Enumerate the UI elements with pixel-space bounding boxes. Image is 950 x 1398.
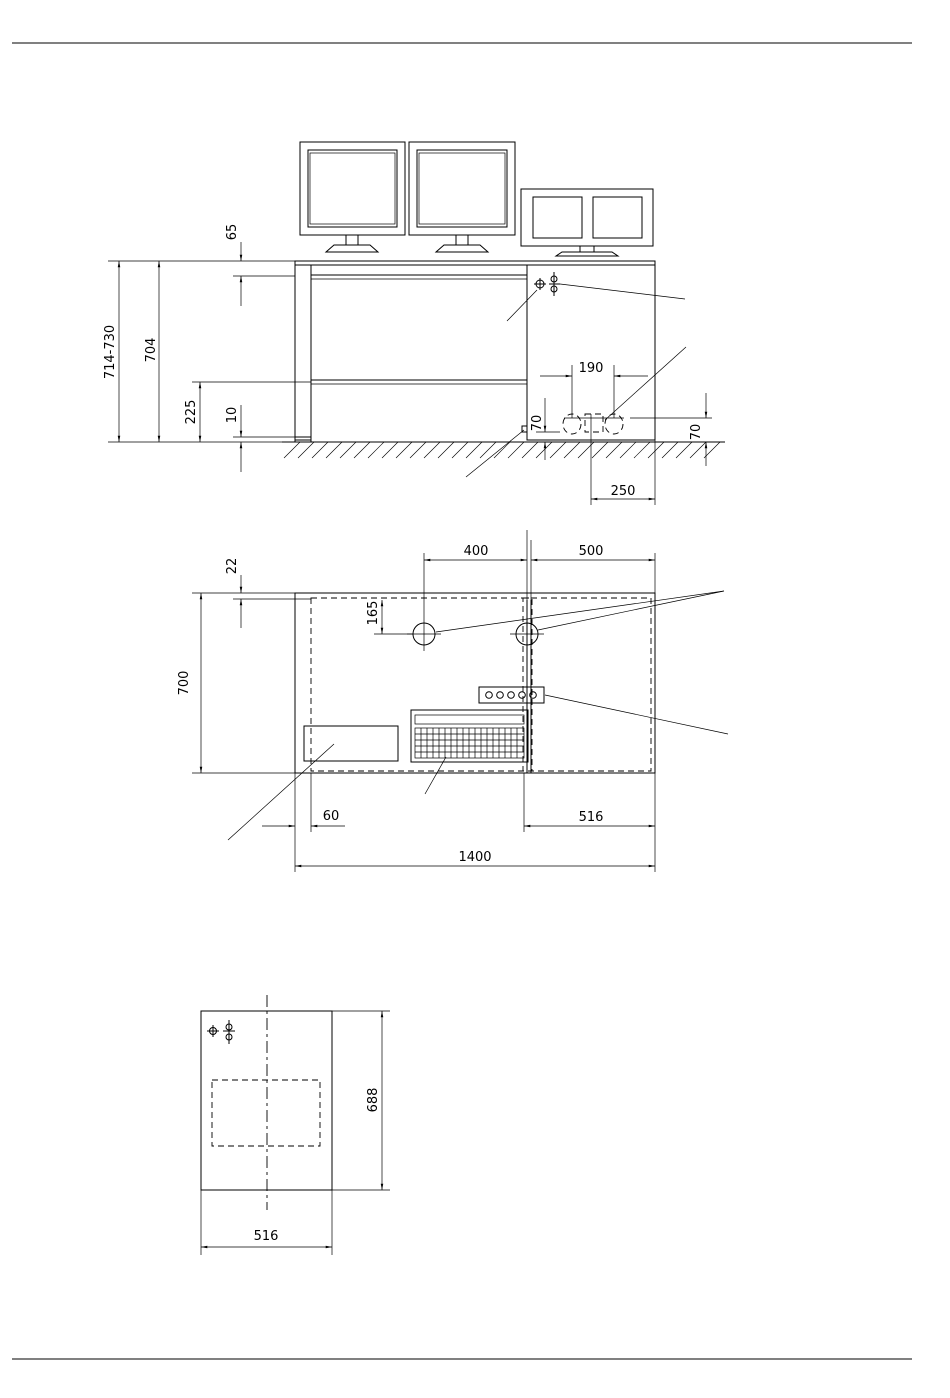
socket-symbol bbox=[534, 272, 560, 296]
dim-foot-clearance: 10 bbox=[225, 406, 240, 424]
dual-display-unit bbox=[521, 189, 653, 256]
dim-depth-to-hole: 165 bbox=[366, 600, 381, 626]
top-view bbox=[177, 530, 728, 872]
dim-top-thickness: 65 bbox=[225, 223, 240, 241]
dim-cabinet-offset: 500 bbox=[578, 544, 604, 559]
document-tray bbox=[304, 726, 398, 761]
dim-cable-spacing: 190 bbox=[578, 361, 604, 376]
keyboard bbox=[411, 710, 528, 762]
desk-top bbox=[295, 261, 655, 265]
dim-top-height: 704 bbox=[144, 337, 159, 363]
dim-cable-height-left: 70 bbox=[530, 414, 545, 432]
dim-side-width: 516 bbox=[253, 1229, 279, 1244]
front-view bbox=[103, 142, 725, 505]
side-view bbox=[201, 995, 390, 1255]
dim-cable-offset: 250 bbox=[610, 484, 636, 499]
dim-monitor-offset: 400 bbox=[463, 544, 489, 559]
dim-side-depth: 688 bbox=[366, 1087, 381, 1113]
socket-symbol-side bbox=[207, 1020, 235, 1044]
monitor-left bbox=[300, 142, 405, 252]
left-leg bbox=[295, 265, 311, 440]
dim-total-width: 1400 bbox=[458, 850, 492, 865]
monitor-right bbox=[409, 142, 515, 252]
dim-cabinet-width: 516 bbox=[578, 810, 604, 825]
dim-cable-height-right: 70 bbox=[689, 423, 704, 441]
dim-desk-depth: 700 bbox=[177, 670, 192, 696]
cabinet-side bbox=[201, 1011, 332, 1190]
dim-rail-height: 225 bbox=[184, 399, 199, 425]
dim-height-range: 714-730 bbox=[103, 324, 118, 380]
dim-left-margin: 60 bbox=[322, 809, 340, 824]
dim-edge-offset: 22 bbox=[225, 557, 240, 575]
power-strip bbox=[479, 687, 544, 703]
